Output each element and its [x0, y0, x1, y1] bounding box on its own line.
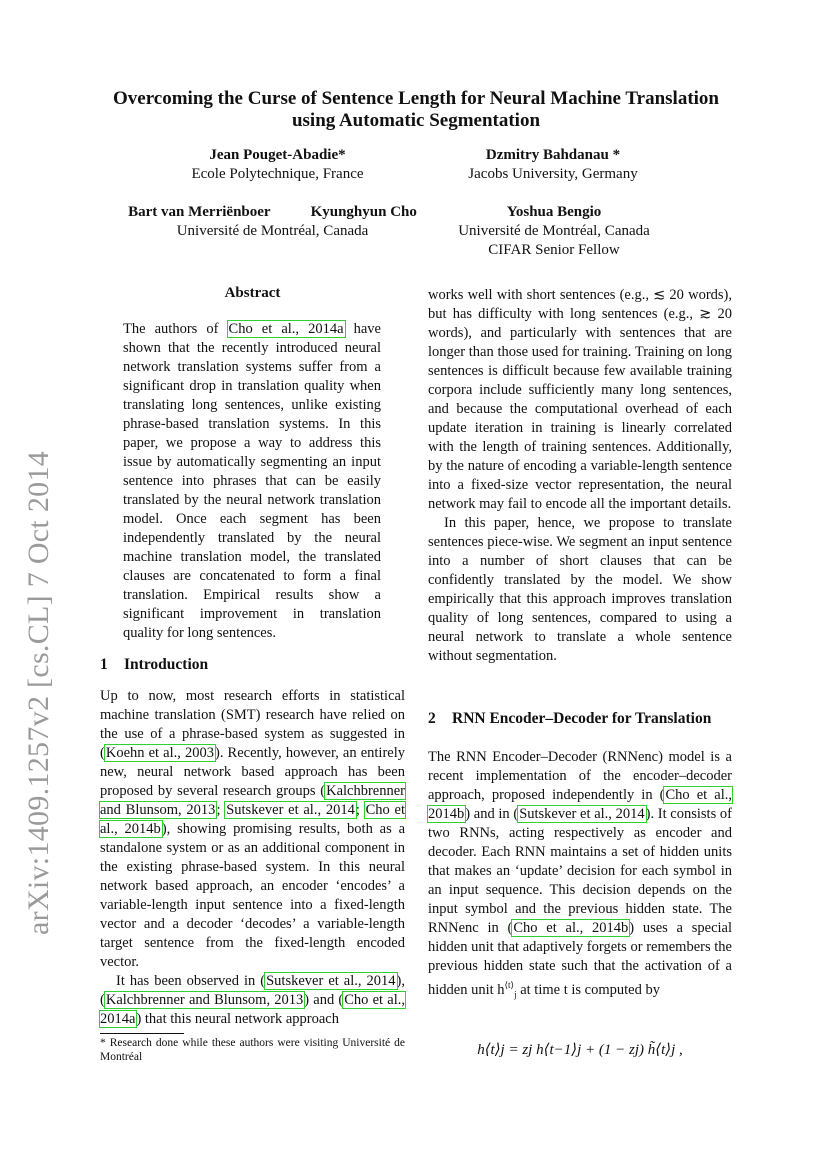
citation-link[interactable]: Koehn et al., 2003	[105, 745, 214, 761]
citation-link[interactable]: Sutskever et al., 2014	[226, 802, 355, 818]
section-title: Introduction	[124, 656, 209, 673]
author-block-2	[428, 146, 678, 184]
section-number: 2	[428, 710, 436, 727]
superscript: ⟨t⟩	[504, 980, 515, 990]
citation-link[interactable]: Sutskever et al., 2014	[266, 973, 396, 989]
author-name: Bart van Merriënboer	[128, 204, 271, 220]
subscript: j	[514, 989, 517, 1000]
author-affiliation: Université de Montréal, Canada	[458, 223, 650, 239]
author-name: Kyunghyun Cho	[310, 204, 417, 220]
author-block-1	[150, 146, 405, 184]
footnote-rule	[100, 1033, 184, 1034]
text: have shown that the recently introduced neural network translation systems suffer from a significant drop in translation quality when translating long sentences, unlike existing phrase-based translation systems. In this paper, we propose a way to address this issue by automatically segmenting an input sentence into phrases that can be easily translated by the neural network translation model. Once each segment has been independently translated by the neural machine translation model, the translated clauses are concatenated to form a final translation. Empirical results show a significant improvement in translation quality for long sentences.	[123, 321, 381, 641]
text: ;	[355, 802, 365, 818]
author-block-4	[440, 203, 668, 260]
author-affiliation: Ecole Polytechnique, France	[191, 166, 364, 182]
footnote: * Research done while these authors were visiting Université de Montréal	[100, 1037, 405, 1063]
text: Up to now, most research efforts in statistical machine translation (SMT) research have relied on the use of a phrase-based system as suggested in (	[100, 688, 405, 761]
text: It has been observed in (	[116, 973, 266, 989]
paragraph: In this paper, hence, we propose to translate sentences piece-wise. We segment an input sentence into a number of short clauses that can be confidently translated by the model. We show empirically that this approach improves translation quality of long sentences, compared to using a neural network to translate a whole sentence without segmentation.	[428, 515, 732, 664]
text: ). It consists of two RNNs, acting respectively as encoder and decoder. Each RNN maintains a set of hidden units that makes an ‘update’ decision for each symbol in an input sequence. This decision depends on the input symbol and the previous hidden state. The RNNenc in (	[428, 806, 732, 936]
citation-link[interactable]: Kalchbrenner and Blunsom, 2013	[100, 783, 405, 818]
text: ) and (	[304, 992, 344, 1008]
section2-body	[428, 748, 732, 1005]
section-number: 1	[100, 656, 108, 673]
paper-title: Overcoming the Curse of Sentence Length for Neural Machine Translation using Automatic Segmentation	[112, 88, 719, 131]
text: ) that this neural network approach	[136, 1011, 339, 1027]
citation-link[interactable]: Cho et al., 2014a	[228, 321, 344, 337]
section-title: RNN Encoder–Decoder for Translation	[452, 710, 712, 727]
text: ) and in (	[465, 806, 519, 822]
paragraph: works well with short sentences (e.g., ≲ 20 words), but has difficulty with long sentences (e.g., ≳ 20 words), and particularly with sentences that are longer than those used for training. Training on long sentences is difficult because few available training corpora include sufficiently many long sentences, and because the computational overhead of each update iteration in training is linearly correlated with the length of training sentences. Additionally, by the nature of encoding a variable-length sentence into a fixed-size vector representation, the neural network may fail to encode all the important details.	[428, 287, 732, 512]
text: ) uses a special hidden unit that adaptively forgets or remembers the previous hidden state such that the activation of a hidden unit h	[428, 920, 732, 998]
text: ;	[216, 802, 226, 818]
citation-link[interactable]: Cho et al., 2014b	[428, 787, 732, 822]
author-block-3	[100, 203, 445, 241]
author-name: Yoshua Bengio	[506, 204, 602, 220]
author-affiliation: Université de Montréal, Canada	[176, 223, 369, 239]
author-name: Jean Pouget-Abadie*	[209, 147, 346, 163]
citation-link[interactable]: Cho et al., 2014b	[100, 802, 405, 837]
author-name: Dzmitry Bahdanau *	[485, 147, 621, 163]
author-affiliation: Jacobs University, Germany	[468, 166, 638, 182]
section-heading-introduction	[100, 656, 208, 674]
equation: h⟨t⟩j = zj h⟨t−1⟩j + (1 − zj) h̃⟨t⟩j ,	[477, 1042, 683, 1058]
abstract-heading: Abstract	[224, 285, 281, 301]
text: ). Recently, however, an entirely new, neural network based approach has been proposed by several research groups (	[100, 745, 405, 799]
citation-link[interactable]: Cho et al., 2014a	[100, 992, 405, 1027]
text: The authors of	[123, 321, 228, 337]
right-column-intro	[428, 286, 732, 666]
text: ), showing promising results, both as a standalone system or as an additional component in the existing phrase-based system. In this neural network based approach, an encoder ‘encodes’ a variable-length input sentence into a fixed-length vector and a decoder ‘decodes’ a variable-length target sentence from the fixed-length encoded vector.	[100, 821, 406, 970]
citation-link[interactable]: Sutskever et al., 2014	[519, 806, 645, 822]
abstract-body	[123, 320, 381, 643]
arxiv-identifier: arXiv:1409.1257v2 [cs.CL] 7 Oct 2014	[22, 450, 55, 935]
citation-link[interactable]: Kalchbrenner and Blunsom, 2013	[105, 992, 304, 1008]
text: The RNN Encoder–Decoder (RNNenc) model is a recent implementation of the encoder–decoder approach, proposed independently in (	[428, 749, 732, 803]
intro-body	[100, 687, 405, 1029]
text: ), (	[100, 973, 405, 1008]
citation-link[interactable]: Cho et al., 2014b	[513, 920, 629, 936]
text: at time t is computed by	[516, 981, 660, 998]
section-heading-rnn	[428, 710, 711, 728]
author-affiliation-2: CIFAR Senior Fellow	[488, 242, 620, 258]
